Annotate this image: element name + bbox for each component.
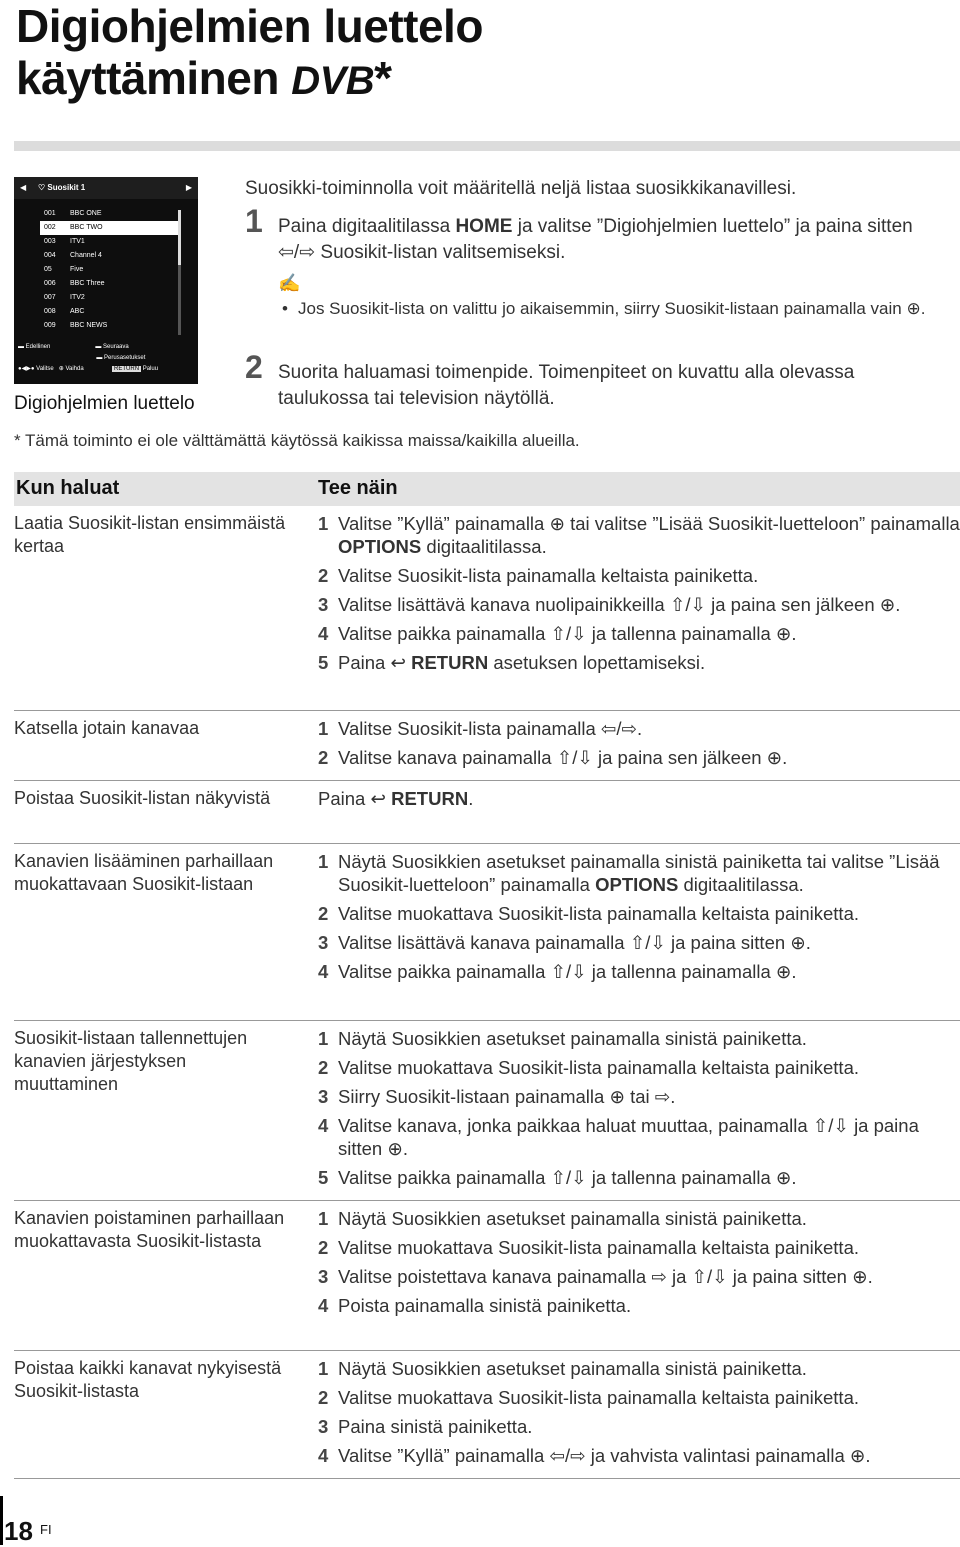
row-steps: [318, 512, 960, 680]
tv-header: [14, 177, 198, 199]
row-goal: Katsella jotain kanavaa: [14, 718, 200, 738]
table-bottom-line: [14, 1478, 960, 1479]
tv-channel-row[interactable]: 002 BBC TWO: [40, 221, 180, 235]
list-item: 2 Valitse muokattava Suosikit-lista painamalla keltaista painiketta.: [318, 1387, 859, 1408]
page-number: 18: [4, 1516, 33, 1546]
list-item: 4 Valitse ”Kyllä” painamalla ⇦/⇨ ja vahvista valintasi painamalla ⊕.: [318, 1445, 871, 1466]
list-item: 4 Valitse kanava, jonka paikkaa haluat muuttaa, painamalla ⇧/⇩ ja paina sitten ⊕.: [318, 1115, 919, 1159]
tv-channel-row[interactable]: 001 BBC ONE: [44, 210, 102, 217]
list-item: 3 Valitse poistettava kanava painamalla ⇨ ja ⇧/⇩ ja paina sitten ⊕.: [318, 1266, 873, 1287]
table-header-col2: Tee näin: [318, 477, 398, 499]
list-item: 2 Valitse Suosikit-lista painamalla keltaista painiketta.: [318, 565, 759, 586]
step-2-number: 2: [245, 349, 263, 385]
list-item: 1 Näytä Suosikkien asetukset painamalla sinistä painiketta.: [318, 1358, 807, 1379]
row-goal: Suosikit-listaan tallennettujen kanavien järjestyksen muuttaminen: [14, 1028, 248, 1094]
list-item: 2 Valitse muokattava Suosikit-lista painamalla keltaista painiketta.: [318, 903, 859, 924]
row-goal: Poistaa Suosikit-listan näkyvistä: [14, 788, 271, 808]
list-item: 1 Näytä Suosikkien asetukset painamalla sinistä painiketta tai valitse ”Lisää Suosikit-luetteloon” painamalla OPTIONS digitaalitilassa.: [318, 851, 940, 895]
row-steps: [318, 1207, 960, 1323]
step-1-text: Paina digitaalitilassa HOME ja valitse ”Digiohjelmien luettelo” ja paina sitten ⇦/⇨ Suosikit-listan valitsemiseksi.: [278, 216, 913, 263]
table-row: [14, 1350, 960, 1466]
list-item: 2 Valitse muokattava Suosikit-lista painamalla keltaista painiketta.: [318, 1057, 859, 1078]
title-line2: [16, 52, 483, 107]
tv-caption: Digiohjelmien luettelo: [14, 393, 195, 414]
table-header-col1: Kun haluat: [16, 477, 120, 499]
page-title: [16, 0, 483, 107]
list-item: 5 Paina ↩ RETURN asetuksen lopettamiseksi.: [318, 652, 706, 673]
list-item: 4 Valitse paikka painamalla ⇧/⇩ ja tallenna painamalla ⊕.: [318, 961, 797, 982]
step-2-text: Suorita haluamasi toimenpide. Toimenpiteet on kuvattu alla olevassa taulukossa tai television näytöllä.: [278, 362, 855, 409]
table-row: [14, 1200, 960, 1316]
right-arrow-icon: ▶: [185, 183, 192, 192]
list-item: 3 Valitse lisättävä kanava nuolipainikkeilla ⇧/⇩ ja paina sen jälkeen ⊕.: [318, 594, 901, 615]
list-item: 4 Poista painamalla sinistä painiketta.: [318, 1295, 632, 1316]
dvb-logo: DVB: [291, 59, 375, 103]
tv-header-title: ♡ Suosikit 1: [38, 183, 86, 192]
tv-channel-list: [40, 207, 180, 333]
list-item: 1 Valitse Suosikit-lista painamalla ⇦/⇨.: [318, 718, 643, 739]
table-row: [14, 780, 960, 809]
list-item: 3 Paina sinistä painiketta.: [318, 1416, 533, 1437]
row-goal: Poistaa kaikki kanavat nykyisestä Suosikit-listasta: [14, 1358, 282, 1401]
title-line1: Digiohjelmien luettelo: [16, 0, 483, 52]
tv-channel-row[interactable]: 003 ITV1: [44, 238, 85, 245]
tv-channel-row[interactable]: 05 Five: [44, 266, 84, 273]
note-text: Jos Suosikit-lista on valittu jo aikaisemmin, siirry Suosikit-listaan painamalla vain ⊕.: [298, 299, 926, 318]
list-item: 3 Valitse lisättävä kanava painamalla ⇧/⇩ ja paina sitten ⊕.: [318, 932, 811, 953]
tv-screenshot: [14, 177, 198, 384]
tv-channel-row[interactable]: 007 ITV2: [44, 294, 85, 301]
list-item: 5 Valitse paikka painamalla ⇧/⇩ ja tallenna painamalla ⊕.: [318, 1167, 797, 1188]
list-item: Paina ↩ RETURN.: [318, 788, 474, 809]
tv-channel-row[interactable]: 009 BBC NEWS: [44, 322, 108, 329]
row-steps: [318, 787, 960, 810]
row-goal: Kanavien poistaminen parhaillaan muokattavasta Suosikit-listasta: [14, 1208, 285, 1251]
list-item: 3 Siirry Suosikit-listaan painamalla ⊕ tai ⇨.: [318, 1086, 676, 1107]
tv-channel-row[interactable]: 008 ABC: [44, 308, 85, 315]
row-steps: [318, 1027, 960, 1195]
intro-text: Suosikki-toiminnolla voit määritellä neljä listaa suosikkikanavillesi.: [245, 178, 797, 199]
row-steps: [318, 717, 960, 775]
page-tab-marker: [0, 1496, 3, 1545]
list-item: 1 Valitse ”Kyllä” painamalla ⊕ tai valitse ”Lisää Suosikit-luetteloon” painamalla OPTIONS digitaalitilassa.: [318, 513, 960, 557]
tv-footer: ▬ Edellinen ▬ Seuraava ▬ Perusasetukset ●◀▶● Valitse ⊕ Vaihda RETURN Paluu: [18, 344, 159, 372]
tv-scrollbar: [178, 210, 181, 335]
table-row: [14, 843, 960, 982]
left-arrow-icon: ◀: [20, 183, 27, 192]
title-line2-text: käyttäminen: [16, 52, 279, 104]
header-divider: [14, 141, 960, 151]
table-header: [14, 472, 960, 506]
tv-channel-row[interactable]: 004 Channel 4: [44, 252, 102, 259]
row-goal: Laatia Suosikit-listan ensimmäistä kertaa: [14, 513, 286, 556]
step-1-number: 1: [245, 203, 263, 239]
list-item: 2 Valitse kanava painamalla ⇧/⇩ ja paina sen jälkeen ⊕.: [318, 747, 788, 768]
title-star: *: [374, 52, 392, 104]
table-row: [14, 710, 960, 768]
row-goal: Kanavien lisääminen parhaillaan muokattavaan Suosikit-listaan: [14, 851, 274, 894]
list-item: 1 Näytä Suosikkien asetukset painamalla sinistä painiketta.: [318, 1208, 807, 1229]
page-language: FI: [40, 1522, 52, 1537]
row-steps: [318, 850, 960, 989]
table-row: [14, 1020, 960, 1188]
footnote: * Tämä toiminto ei ole välttämättä käytössä kaikissa maissa/kaikilla alueilla.: [14, 431, 580, 450]
list-item: 2 Valitse muokattava Suosikit-lista painamalla keltaista painiketta.: [318, 1237, 859, 1258]
row-steps: [318, 1357, 960, 1473]
note-icon: ✍: [278, 273, 301, 293]
tv-channel-row[interactable]: 006 BBC Three: [44, 280, 105, 287]
list-item: 1 Näytä Suosikkien asetukset painamalla sinistä painiketta.: [318, 1028, 807, 1049]
list-item: 4 Valitse paikka painamalla ⇧/⇩ ja tallenna painamalla ⊕.: [318, 623, 797, 644]
